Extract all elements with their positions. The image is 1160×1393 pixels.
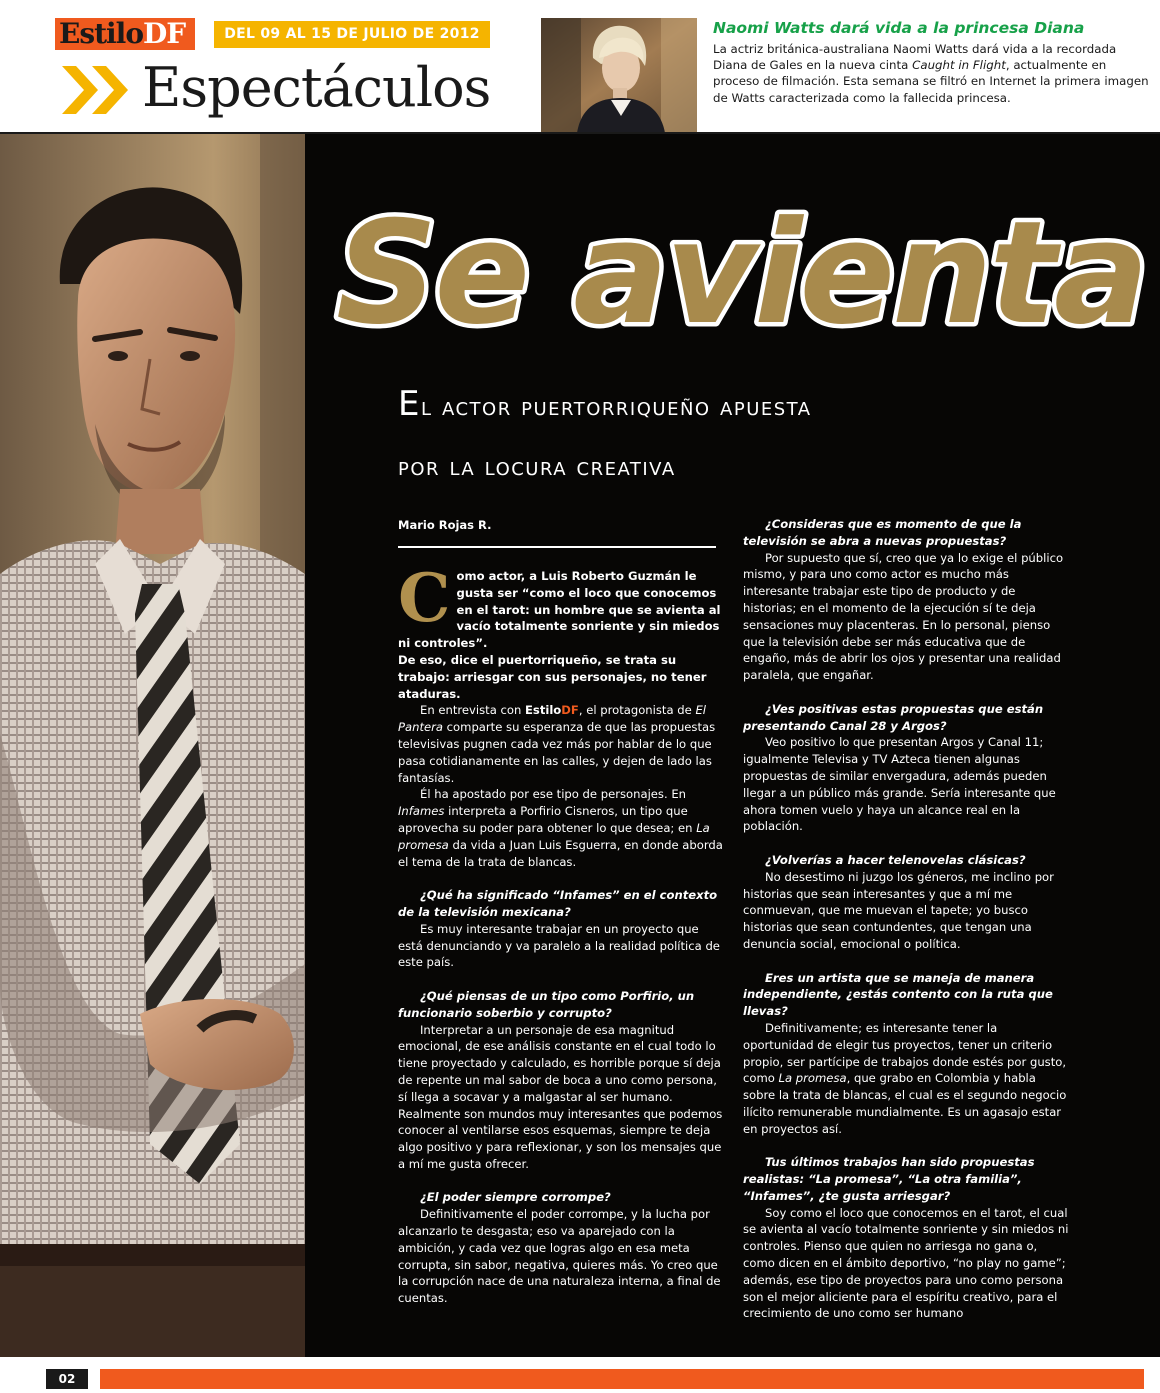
actor-photo [0,134,305,1357]
article-column-right [743,516,1069,1322]
page-number: 02 [46,1369,88,1389]
issue-date: DEL 09 AL 15 DE JULIO DE 2012 [214,21,490,48]
headline-text: Se avienta [336,191,1146,356]
interview-answer: Soy como el loco que conocemos en el tarot, el cual se avienta al vacío totalmente sonriente y sin miedos ni controles. Pienso que quien no arriesga no gana o, como dicen en el ámbito deportivo, “no play no game”; además, ese tipo de proyectos para uno como persona son el mejor aliciente para el espíritu creativo, para el crecimiento de uno como ser humano [743,1205,1069,1321]
interview-answer: Por supuesto que sí, creo que ya lo exige el público mismo, y para uno como actor es mucho más interesante trabajar este tipo de producto y de historias; en el momento de la ejecución sí te deja sensaciones muy placenteras. En lo personal, pienso que la televisión debe ser más educativa que de engaño, más de abrir los ojos y presentar una realidad paralela, que engañar. [743,550,1064,683]
page-footer [0,1357,1160,1393]
estilodf-logo: EstiloDF [55,18,195,50]
deck-line-1: El actor puertorriqueño apuesta [398,384,812,424]
feature-article [0,134,1160,1357]
body-paragraph: Él ha apostado por ese tipo de personajes. En Infames interpreta a Porfirio Cisneros, un tipo que aprovecha su poder para obtener lo que desea; en La promesa da vida a Juan Luis Esguerra, en donde aborda el tema de la trata de blancas. [398,787,723,869]
interview-answer: No desestimo ni juzgo los géneros, me inclino por historias que sean interesantes y que a mí me conmuevan, que me muevan el tapete; yo busco historias que sean contundentes, que tengan una denuncia social, emocional o política. [743,869,1054,951]
naomi-watts-photo [541,18,697,133]
drop-cap: C [398,559,451,637]
interview-answer: Definitivamente; es interesante tener la oportunidad de elegir tus proyectos, tener un criterio propio, ser partícipe de trabajos donde estés por gusto, como La promesa, que grabo en Colombia y habla sobre la trata de blancas, el cual es el segundo negocio ilícito remunerable mundialmente. Es un agasajo estar en proyectos así. [743,1020,1067,1136]
article-subheading [398,374,1138,497]
interview-question: ¿Qué ha significado “Infames” en el contexto de la televisión mexicana? [398,888,718,919]
interview-answer: Veo positivo lo que presentan Argos y Canal 11; igualmente Televisa y TV Azteca tienen algunas propuestas de similar envergadura, además pueden llegar a un público más grande. Sería interesante que ahora tomen vuelo y haya un alcance real en la población. [743,735,1056,834]
interview-question: ¿Volverías a hacer telenovelas clásicas? [765,852,1026,867]
section-title: Espectáculos [142,56,491,119]
interview-question: ¿Ves positivas estas propuestas que están presentando Canal 28 y Argos? [743,701,1044,733]
article-column-left [398,559,724,1307]
deck-line-2: por la locura creativa [398,452,676,481]
footer-bar [100,1369,1144,1389]
interview-question: Tus últimos trabajos han sido propuestas realistas: “La promesa”, “La otra familia”, “Infames”, ¿te gusta arriesgar? [743,1155,1035,1203]
byline-divider [398,546,716,548]
interview-answer: Interpretar a un personaje de esa magnitud emocional, de ese análisis constante en el cual todo lo tiene proyectado y calculado, es horrible porque sí deja de repente un mal sabor de boca a uno como persona, sí llega a socavar y a malgastar al ser humano. Realmente son mundos muy interesantes que podemos conocer al ventilarse esos esquemas, siempre te deja algo positivo y para reflexionar, y son los mensajes que a mí me gusta ofrecer. [398,1022,723,1171]
news-photo-illustration [541,18,697,133]
interview-answer: Es muy interesante trabajar en un proyecto que está denunciando y va paralelo a la realidad política de este país. [398,921,720,970]
interview-answer: Definitivamente el poder corrompe, y la lucha por alcanzarlo te desgasta; eso va aparejado con la ambición, y cada vez que logras algo en esa meta corrupta, sin sabor, negativa, quieres más. Yo creo que la corrupción nace de una naturaleza interna, a final de cuentas. [398,1207,721,1306]
headline [330,174,1160,364]
body-paragraph: En entrevista con EstiloDF, el protagonista de El Pantera comparte su esperanza de que las propuestas televisivas pugnen cada vez más por hablar de lo que pasa cotidianamente en las calles, y dejen de lado las fantasías. [398,703,716,785]
news-body: La actriz británica-australiana Naomi Watts dará vida a la recordada Diana de Gales en la nueva cinta Caught in Flight, actualmente en proceso de filmación. Esta semana se filtró en Internet la primera imagen de Watts caracterizada como la fallecida princesa. [713,42,1149,105]
page-header [0,0,1160,134]
lead-paragraph: Como actor, a Luis Roberto Guzmán le gusta ser “como el loco que conocemos en el tarot: un hombre que se avienta al vacío totalmente sonriente y sin miedos ni controles”. De eso, dice el puertorriqueño, se trata su trabajo: arriesgar con sus personajes, no tener ataduras. [398,559,721,701]
interview-question: ¿Qué piensas de un tipo como Porfirio, un funcionario soberbio y corrupto? [398,988,695,1020]
interview-question: ¿El poder siempre corrompe? [420,1190,611,1205]
interview-question: Eres un artista que se maneja de manera independiente, ¿estás contento con la ruta que llevas? [743,970,1053,1019]
double-chevron-icon [62,62,140,118]
news-title: Naomi Watts dará vida a la princesa Diana [713,19,1085,37]
interview-question: ¿Consideras que es momento de que la televisión se abra a nuevas propuestas? [743,517,1022,548]
byline: Mario Rojas R. [398,518,492,532]
